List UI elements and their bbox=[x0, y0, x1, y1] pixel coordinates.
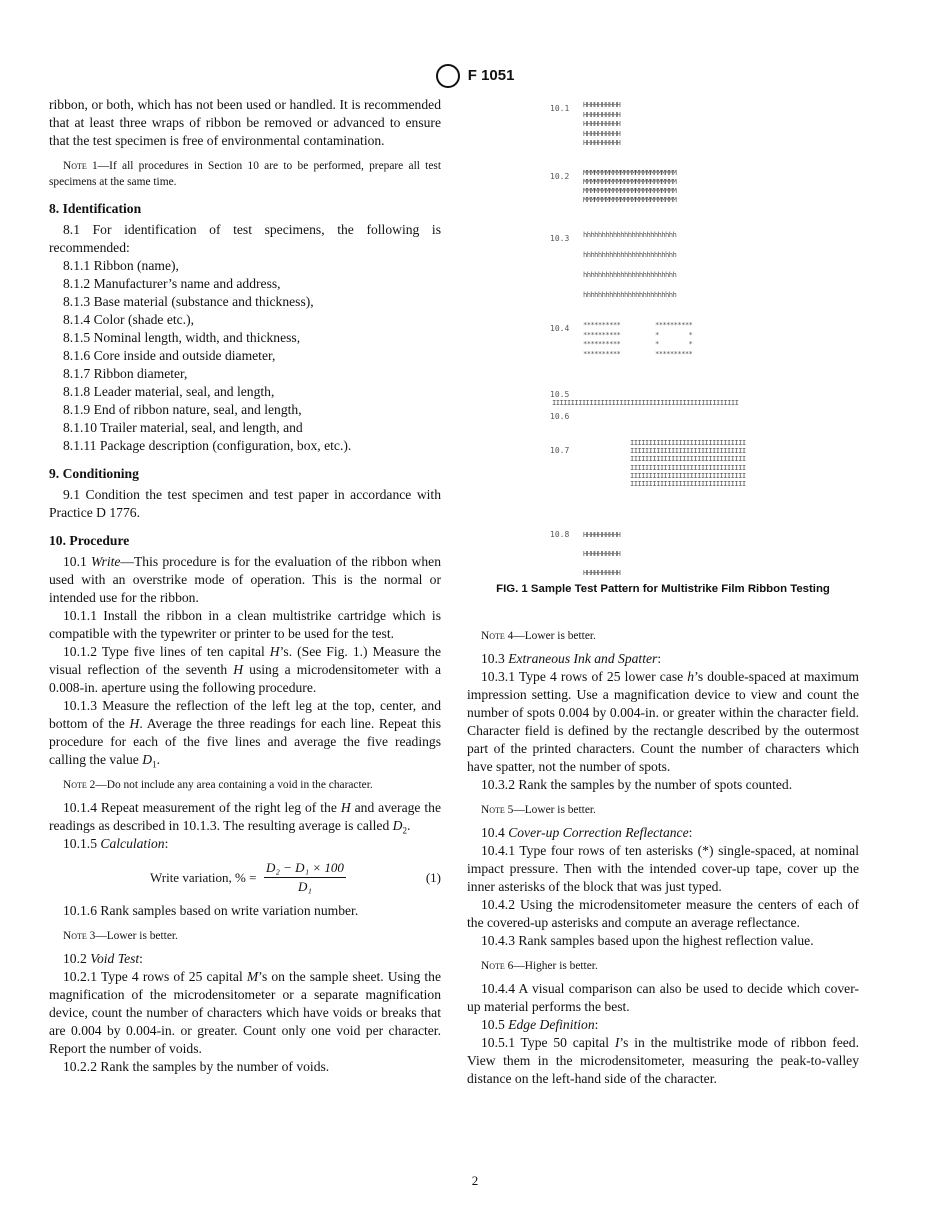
pattern-label: 10.2 bbox=[550, 172, 570, 181]
paragraph bbox=[467, 980, 859, 1016]
list-item bbox=[49, 365, 441, 383]
styled-text: H bbox=[233, 662, 244, 677]
paragraph bbox=[49, 968, 441, 1058]
list-item bbox=[49, 347, 441, 365]
pattern-row-asterisk: ********** bbox=[583, 339, 621, 348]
text-run: 8.1.3 Base material (substance and thickness), bbox=[63, 294, 314, 309]
pattern-row-h: hhhhhhhhhhhhhhhhhhhhhhhhh bbox=[583, 290, 677, 299]
right-column bbox=[467, 620, 859, 1088]
text-run: 10.4 bbox=[481, 825, 509, 840]
pattern-row-h: hhhhhhhhhhhhhhhhhhhhhhhhh bbox=[583, 230, 677, 239]
text-run: —This procedure is for the evaluation of the ribbon when used with an overstrike mode of operation. This is the normal or intended use for the ribbon. bbox=[49, 554, 441, 605]
text-run: : bbox=[657, 651, 662, 666]
paragraph bbox=[49, 553, 441, 607]
list-item bbox=[49, 401, 441, 419]
text-run: 10.2.1 Type 4 rows of 25 capital bbox=[63, 969, 247, 984]
text-run: 10.4.4 A visual comparison can also be used to decide which cover-up material performs the best. bbox=[467, 981, 859, 1014]
paragraph bbox=[49, 96, 441, 150]
text-run: 9. Conditioning bbox=[49, 466, 139, 481]
note bbox=[467, 802, 859, 818]
text-run: ’s. (See Fig. 1.) Measure the visual reflection of the seventh bbox=[49, 644, 441, 677]
text-run: and average the readings as described in 10.1.3. The resulting average is called bbox=[49, 800, 441, 833]
section-heading bbox=[49, 465, 441, 483]
text-run: using a microdensitometer with a 0.008-in. aperture using the following procedure. bbox=[49, 662, 441, 695]
text-run: 10.1.1 Install the ribbon in a clean multistrike cartridge which is compatible with the typewriter or printer to be used for the test. bbox=[49, 608, 441, 641]
text-run: . bbox=[156, 752, 160, 767]
text-run: 8.1.6 Core inside and outside diameter, bbox=[63, 348, 276, 363]
list-item bbox=[49, 275, 441, 293]
styled-text: 2 bbox=[402, 825, 407, 836]
page-number: 2 bbox=[471, 1173, 479, 1188]
styled-text: D bbox=[142, 752, 153, 767]
text-run: 1—If all procedures in Section 10 are to be performed, prepare all test specimens at the same time. bbox=[49, 160, 441, 188]
text-run: . bbox=[406, 818, 411, 833]
pattern-row-I-block: IIIIIIIIIIIIIIIIIIIIIIIIIIIIIII bbox=[630, 454, 746, 464]
paragraph bbox=[49, 607, 441, 643]
pattern-row-asterisk: ********** bbox=[583, 329, 621, 339]
section-heading bbox=[49, 200, 441, 218]
styled-text: Void Test bbox=[90, 951, 140, 966]
styled-text: M bbox=[246, 969, 259, 984]
text-run: ’s on the sample sheet. Using the magnification of the microdensitometer or a separate magnification device, count the number of characters which have voids or breaks that are 0.004 by 0.004-in. or greater. Count only one void per character. Report the number of voids. bbox=[49, 969, 441, 1056]
text-run: 8.1.1 Ribbon (name), bbox=[63, 258, 179, 273]
paragraph bbox=[49, 1058, 441, 1076]
text-run: . Average the three readings for each line. Repeat this procedure for each of the five lines and average the five readings calling the value bbox=[49, 716, 441, 767]
styled-text: H bbox=[269, 644, 280, 659]
paragraph bbox=[49, 221, 441, 257]
text-run: ’s double-spaced at maximum impression setting. Use a magnification device to view and count the number of spots 0.004 by 0.004-in. or greater within the character field. Character field is defined by the rectangle described by the outermost part of the printed characters. Count the number of characters which have spatter, not the number of spots. bbox=[467, 669, 859, 774]
pattern-row-coverup: ********** bbox=[655, 320, 693, 329]
pattern-label: 10.1 bbox=[550, 104, 570, 113]
text-run: 6—Higher is better. bbox=[504, 960, 598, 972]
text-run: 10.3 bbox=[481, 651, 509, 666]
pattern-row-H: HHHHHHHHHH bbox=[583, 138, 621, 147]
list-item bbox=[49, 419, 441, 437]
paragraph bbox=[49, 950, 441, 968]
text-run: 10.5 bbox=[481, 1017, 509, 1032]
paragraph bbox=[467, 1016, 859, 1034]
pattern-label: 10.7 bbox=[550, 446, 570, 455]
text-run: 8.1.8 Leader material, seal, and length, bbox=[63, 384, 275, 399]
list-item bbox=[49, 257, 441, 275]
styled-text: Edge Definition bbox=[508, 1017, 595, 1032]
pattern-row-M: MMMMMMMMMMMMMMMMMMMMMMMMM bbox=[583, 177, 677, 186]
pattern-row-I-block: IIIIIIIIIIIIIIIIIIIIIIIIIIIIIII bbox=[630, 470, 746, 480]
pattern-label: 10.6 bbox=[550, 412, 570, 421]
text-run: 10. Procedure bbox=[49, 533, 130, 548]
paragraph bbox=[467, 650, 859, 668]
text-run: 8.1.11 Package description (configuration, box, etc.). bbox=[63, 438, 352, 453]
styled-text: Write bbox=[90, 554, 121, 569]
text-run: : bbox=[139, 951, 143, 966]
styled-text: I bbox=[614, 1035, 620, 1050]
text-run: 10.4.1 Type four rows of ten asterisks (*) single-spaced, at nominal impact pressure. Then with the intended cover-up tape, cover up the inner asterisks of the block that was just typed. bbox=[467, 843, 859, 894]
list-item bbox=[49, 293, 441, 311]
note bbox=[467, 628, 859, 644]
equation-label: Write variation, % = bbox=[150, 869, 257, 885]
note-label: Note bbox=[63, 930, 87, 942]
note-label: Note bbox=[481, 960, 505, 972]
pattern-row-H-final: HHHHHHHHHH bbox=[583, 549, 621, 558]
pattern-row-H-final: HHHHHHHHHH bbox=[583, 530, 621, 539]
text-run: 10.1.3 Measure the reflection of the left leg at the top, center, and bottom of the bbox=[49, 698, 441, 731]
equation-numerator: D₂ − D₁ × 100 bbox=[264, 859, 346, 878]
paragraph bbox=[467, 668, 859, 776]
pattern-label: 10.3 bbox=[550, 234, 570, 243]
note bbox=[49, 928, 441, 944]
pattern-label: 10.4 bbox=[550, 324, 570, 333]
text-run: 8.1.4 Color (shade etc.), bbox=[63, 312, 194, 327]
paragraph bbox=[49, 799, 441, 835]
text-run: 8.1.9 End of ribbon nature, seal, and length, bbox=[63, 402, 302, 417]
text-run: 10.2 bbox=[63, 951, 91, 966]
figure-caption: FIG. 1 Sample Test Pattern for Multistrike Film Ribbon Testing bbox=[496, 583, 830, 595]
list-item bbox=[49, 437, 441, 455]
pattern-row-asterisk: ********** bbox=[583, 348, 621, 358]
equation-denominator: D₁ bbox=[297, 879, 312, 894]
text-run: 8.1.7 Ribbon diameter, bbox=[63, 366, 188, 381]
list-item bbox=[49, 329, 441, 347]
text-run: 10.3.1 Type 4 rows of 25 lower case bbox=[481, 669, 688, 684]
paragraph bbox=[49, 835, 441, 853]
text-run: 8.1 For identification of test specimens, the following is recommended: bbox=[49, 222, 441, 255]
note-label: Note bbox=[63, 160, 87, 172]
text-run: 8. Identification bbox=[49, 201, 142, 216]
text-run: : bbox=[594, 1017, 599, 1032]
pattern-row-coverup: * * bbox=[655, 329, 693, 339]
pattern-row-H: HHHHHHHHHH bbox=[583, 100, 621, 109]
pattern-row-I: IIIIIIIIIIIIIIIIIIIIIIIIIIIIIIIIIIIIIIIIIIIIIIIIII bbox=[552, 398, 739, 407]
pattern-row-I-block: IIIIIIIIIIIIIIIIIIIIIIIIIIIIIII bbox=[630, 462, 746, 472]
pattern-row-M: MMMMMMMMMMMMMMMMMMMMMMMMM bbox=[583, 195, 677, 204]
text-run: 9.1 Condition the test specimen and test paper in accordance with Practice D 1776. bbox=[49, 487, 441, 520]
paragraph bbox=[467, 776, 859, 794]
text-run: : bbox=[164, 836, 169, 851]
list-item bbox=[49, 383, 441, 401]
paragraph bbox=[49, 643, 441, 697]
text-run: 2—Do not include any area containing a void in the character. bbox=[86, 779, 373, 791]
styled-text: Extraneous Ink and Spatter bbox=[508, 651, 658, 666]
pattern-row-M: MMMMMMMMMMMMMMMMMMMMMMMMM bbox=[583, 186, 677, 195]
pattern-row-H-final: HHHHHHHHHH bbox=[583, 568, 621, 577]
pattern-row-h: hhhhhhhhhhhhhhhhhhhhhhhhh bbox=[583, 250, 677, 259]
pattern-row-H: HHHHHHHHHH bbox=[583, 128, 621, 138]
text-run: 10.1.5 bbox=[63, 836, 101, 851]
text-run: 5—Lower is better. bbox=[504, 804, 596, 816]
pattern-row-asterisk: ********** bbox=[583, 320, 621, 329]
section-heading bbox=[49, 532, 441, 550]
pattern-row-H: HHHHHHHHHH bbox=[583, 119, 621, 128]
note bbox=[467, 958, 859, 974]
paragraph bbox=[467, 824, 859, 842]
paragraph bbox=[467, 842, 859, 896]
styled-text: H bbox=[129, 716, 140, 731]
styled-text: 1 bbox=[152, 759, 157, 770]
note bbox=[49, 158, 441, 190]
pattern-row-I-block: IIIIIIIIIIIIIIIIIIIIIIIIIIIIIII bbox=[630, 446, 746, 456]
styled-text: D bbox=[392, 818, 403, 833]
text-run: 10.5.1 Type 50 capital bbox=[481, 1035, 615, 1050]
text-run: : bbox=[688, 825, 693, 840]
pattern-row-I-block: IIIIIIIIIIIIIIIIIIIIIIIIIIIIIII bbox=[630, 438, 746, 447]
astm-logo-icon bbox=[436, 64, 460, 88]
text-run: 8.1.2 Manufacturer’s name and address, bbox=[63, 276, 281, 291]
paragraph bbox=[49, 697, 441, 769]
paragraph bbox=[467, 1034, 859, 1088]
pattern-row-M: MMMMMMMMMMMMMMMMMMMMMMMMM bbox=[583, 168, 677, 177]
styled-text: Calculation bbox=[100, 836, 165, 851]
equation-number: (1) bbox=[425, 869, 441, 885]
paragraph bbox=[49, 902, 441, 920]
pattern-row-h: hhhhhhhhhhhhhhhhhhhhhhhhh bbox=[583, 270, 677, 279]
text-run: 8.1.5 Nominal length, width, and thickness, bbox=[63, 330, 301, 345]
text-run: 8.1.10 Trailer material, seal, and length, and bbox=[63, 420, 303, 435]
text-run: 10.1.4 Repeat measurement of the right leg of the bbox=[63, 800, 341, 815]
note-label: Note bbox=[481, 804, 505, 816]
page-header bbox=[0, 64, 950, 88]
text-run: ribbon, or both, which has not been used or handled. It is recommended that at least three wraps of ribbon be removed or advanced to ensure that the test specimen is free of environmental contamination. bbox=[49, 97, 441, 148]
text-run: 10.1 bbox=[63, 554, 91, 569]
paragraph bbox=[467, 932, 859, 950]
paragraph bbox=[49, 486, 441, 522]
left-column bbox=[49, 96, 441, 1076]
pattern-label: 10.8 bbox=[550, 530, 570, 539]
note-label: Note bbox=[481, 630, 505, 642]
styled-text: H bbox=[340, 800, 351, 815]
pattern-row-H: HHHHHHHHHH bbox=[583, 109, 621, 119]
pattern-label: 10.5 bbox=[550, 390, 570, 399]
styled-text: h bbox=[687, 669, 695, 684]
pattern-row-coverup: ********** bbox=[655, 348, 693, 358]
text-run: 10.1.2 Type five lines of ten capital bbox=[63, 644, 270, 659]
text-run: 10.1.6 Rank samples based on write variation number. bbox=[63, 903, 359, 918]
pattern-row-coverup: * * bbox=[655, 339, 693, 348]
paragraph bbox=[467, 896, 859, 932]
text-run: 10.4.3 Rank samples based upon the highest reflection value. bbox=[481, 933, 814, 948]
text-run: 10.4.2 Using the microdensitometer measure the centers of each of the covered-up asterisks and compute an average reflectance. bbox=[467, 897, 859, 930]
text-run: 10.3.2 Rank the samples by the number of spots counted. bbox=[481, 777, 793, 792]
text-run: 4—Lower is better. bbox=[504, 630, 596, 642]
note bbox=[49, 777, 441, 793]
text-run: 3—Lower is better. bbox=[86, 930, 178, 942]
note-label: Note bbox=[63, 779, 87, 791]
equation-fraction bbox=[264, 859, 346, 896]
list-item bbox=[49, 311, 441, 329]
text-run: 10.2.2 Rank the samples by the number of voids. bbox=[63, 1059, 330, 1074]
equation-write-variation bbox=[49, 859, 441, 896]
pattern-row-I-block: IIIIIIIIIIIIIIIIIIIIIIIIIIIIIII bbox=[630, 479, 746, 488]
styled-text: Cover-up Correction Reflectance bbox=[508, 825, 689, 840]
standard-designation: F 1051 bbox=[467, 66, 515, 84]
text-run: ’s in the multistrike mode of ribbon feed. View them in the microdensitometer, measuring the peak-to-valley distance on the left-hand side of the character. bbox=[467, 1035, 860, 1086]
